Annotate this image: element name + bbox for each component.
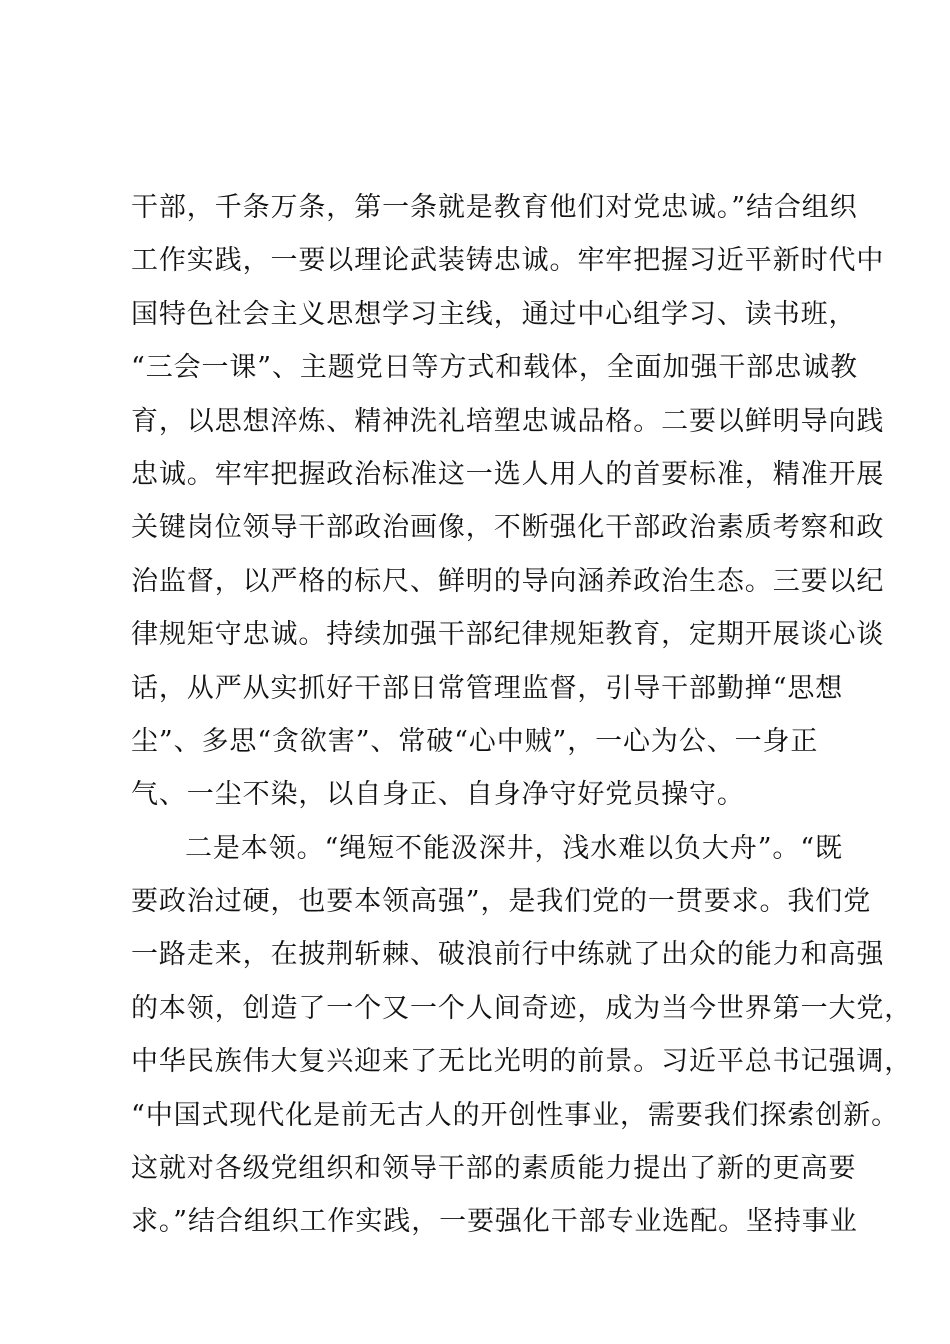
text-line: 的本领，创造了一个又一个人间奇迹，成为当今世界第一大党， [131,992,913,1024]
body-text [131,185,913,1253]
text-line: 育，以思想淬炼、精神洗礼培塑忠诚品格。二要以鲜明导向践 [131,405,885,437]
text-line: 气、一尘不染，以自身正、自身净守好党员操守。 [131,779,745,811]
paragraph-start-line: 二是本领。“绳短不能汲深井，浅水难以负大舟”。“既 [185,832,843,864]
text-line: 中华民族伟大复兴迎来了无比光明的前景。习近平总书记强调， [131,1046,913,1078]
text-line: 这就对各级党组织和领导干部的素质能力提出了新的更高要 [131,1153,857,1185]
text-line: 忠诚。牢牢把握政治标准这一选人用人的首要标准，精准开展 [131,458,885,490]
text-line: 国特色社会主义思想学习主线，通过中心组学习、读书班， [131,298,857,330]
text-line: “中国式现代化是前无古人的开创性事业，需要我们探索创新。 [131,1099,900,1131]
text-line: 话，从严从实抓好干部日常管理监督，引导干部勤掸“思想 [131,672,844,704]
text-line: 求。”结合组织工作实践，一要强化干部专业选配。坚持事业 [131,1206,858,1238]
text-line: 治监督，以严格的标尺、鲜明的导向涵养政治生态。三要以纪 [131,565,885,597]
text-line: 尘”、多思“贪欲害”、常破“心中贼”，一心为公、一身正 [131,725,819,757]
text-line: 律规矩守忠诚。持续加强干部纪律规矩教育，定期开展谈心谈 [131,619,885,651]
text-line: “三会一课”、主题党日等方式和载体，全面加强干部忠诚教 [131,352,858,384]
text-line: 干部，千条万条，第一条就是教育他们对党忠诚。”结合组织 [131,192,858,223]
text-line: 要政治过硬，也要本领高强”，是我们党的一贯要求。我们党 [131,886,872,918]
text-line: 工作实践，一要以理论武装铸忠诚。牢牢把握习近平新时代中 [131,245,885,277]
text-line: 关键岗位领导干部政治画像，不断强化干部政治素质考察和政 [131,512,885,544]
text-line: 一路走来，在披荆斩棘、破浪前行中练就了出众的能力和高强 [131,939,885,971]
